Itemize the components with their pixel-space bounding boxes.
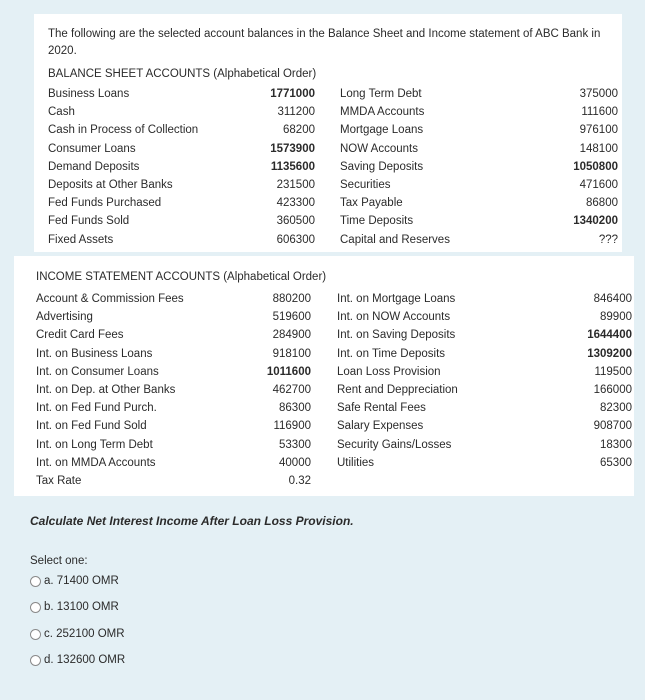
account-name: Int. on Dep. at Other Banks	[36, 384, 176, 397]
option-d-label: d. 132600 OMR	[44, 654, 126, 666]
account-name: Int. on Saving Deposits	[337, 329, 456, 342]
account-name: Credit Card Fees	[36, 329, 124, 342]
account-name: Tax Payable	[340, 197, 403, 210]
intro-text: The following are the selected account balances in the Balance Sheet and Income statement of ABC Bank in 2020.	[48, 28, 601, 57]
income-statement-title: INCOME STATEMENT ACCOUNTS (Alphabetical Order)	[36, 271, 327, 283]
account-value: 976100	[579, 124, 618, 137]
table-row	[48, 103, 618, 121]
account-name: Salary Expenses	[337, 420, 424, 433]
account-name: Int. on Fed Fund Sold	[36, 420, 147, 433]
account-name: Time Deposits	[340, 215, 414, 228]
account-name: Utilities	[337, 456, 375, 469]
question-text: Calculate Net Interest Income After Loan Loss Provision.	[30, 514, 354, 528]
account-value: 375000	[579, 88, 618, 101]
radio-c[interactable]	[30, 629, 41, 640]
account-name: Deposits at Other Banks	[48, 179, 173, 192]
account-value: 471600	[579, 179, 618, 192]
option-b-label: b. 13100 OMR	[44, 601, 119, 613]
radio-a[interactable]	[30, 576, 41, 587]
account-name: Advertising	[36, 311, 93, 324]
account-name: Business Loans	[48, 88, 130, 101]
account-value	[537, 472, 632, 490]
account-name: Consumer Loans	[48, 142, 136, 155]
account-name: Int. on Time Deposits	[337, 347, 446, 360]
account-name: MMDA Accounts	[340, 106, 425, 119]
account-value: 606300	[276, 233, 315, 246]
account-value: ???	[598, 233, 618, 246]
table-row	[48, 85, 618, 103]
account-name: Demand Deposits	[48, 160, 140, 173]
account-value: 284900	[272, 329, 311, 342]
option-c-label: c. 252100 OMR	[44, 628, 125, 640]
account-name: Loan Loss Provision	[337, 365, 441, 378]
table-row	[48, 176, 618, 194]
account-name: Cash	[48, 106, 75, 119]
account-value: 111600	[581, 106, 618, 119]
table-row	[48, 194, 618, 212]
account-value: 40000	[279, 456, 311, 469]
account-value: 86800	[586, 197, 618, 210]
account-name: Account & Commission Fees	[36, 293, 184, 306]
account-value: 148100	[579, 142, 618, 155]
account-name: Fixed Assets	[48, 233, 114, 246]
account-name: Cash in Process of Collection	[48, 124, 199, 137]
radio-d[interactable]	[30, 655, 41, 666]
account-value: 231500	[276, 179, 315, 192]
account-value: 519600	[272, 311, 311, 324]
table-row	[36, 454, 632, 472]
table-row	[48, 212, 618, 230]
account-name	[311, 472, 537, 490]
account-value: 82300	[600, 402, 632, 415]
table-row	[36, 436, 632, 454]
account-name: Capital and Reserves	[340, 233, 450, 246]
table-row	[36, 290, 632, 308]
account-value: 908700	[593, 420, 632, 433]
account-name: Security Gains/Losses	[337, 438, 452, 451]
account-name: Int. on NOW Accounts	[337, 311, 451, 324]
account-name: Int. on MMDA Accounts	[36, 456, 156, 469]
table-row	[36, 417, 632, 435]
table-row	[36, 472, 632, 490]
account-name: Int. on Consumer Loans	[36, 365, 159, 378]
account-value: 53300	[279, 438, 311, 451]
account-name: Int. on Fed Fund Purch.	[36, 402, 157, 415]
account-value: 423300	[276, 197, 315, 210]
account-value: 1309200	[587, 347, 632, 360]
account-value: 86300	[279, 402, 311, 415]
account-name: Int. on Long Term Debt	[36, 438, 153, 451]
radio-b[interactable]	[30, 602, 41, 613]
option-d[interactable]	[30, 654, 125, 666]
account-value: 65300	[600, 456, 632, 469]
option-b[interactable]	[30, 601, 119, 613]
account-name: Int. on Business Loans	[36, 347, 153, 360]
table-row	[36, 326, 632, 344]
account-value: 68200	[283, 124, 315, 137]
account-name: Int. on Mortgage Loans	[337, 293, 456, 306]
account-value: 462700	[272, 384, 311, 397]
account-name: NOW Accounts	[340, 142, 418, 155]
account-value: 1573900	[270, 142, 315, 155]
account-value: 918100	[272, 347, 311, 360]
table-row	[36, 381, 632, 399]
table-row	[36, 399, 632, 417]
account-value: 18300	[600, 438, 632, 451]
account-value: 311200	[277, 106, 315, 119]
table-row	[48, 158, 618, 176]
account-name: Tax Rate	[36, 474, 82, 487]
income-statement-table	[36, 290, 632, 490]
account-value: 1340200	[573, 215, 618, 228]
account-value: 360500	[276, 215, 315, 228]
account-value: 166000	[593, 384, 632, 397]
account-value: 1135600	[270, 160, 315, 173]
account-value: 0.32	[288, 474, 311, 487]
account-name: Securities	[340, 179, 391, 192]
option-c[interactable]	[30, 628, 125, 640]
table-row	[36, 345, 632, 363]
table-row	[48, 121, 618, 139]
account-value: 1771000	[270, 88, 315, 101]
account-name: Rent and Deppreciation	[337, 384, 458, 397]
account-name: Fed Funds Sold	[48, 215, 130, 228]
account-name: Fed Funds Purchased	[48, 197, 162, 210]
account-name: Long Term Debt	[340, 88, 422, 101]
balance-sheet-table	[48, 85, 618, 249]
account-value: 116900	[273, 420, 311, 433]
account-value: 1644400	[587, 329, 632, 342]
account-name: Safe Rental Fees	[337, 402, 426, 415]
table-row	[36, 363, 632, 381]
account-name: Saving Deposits	[340, 160, 424, 173]
account-value: 1011600	[266, 365, 311, 378]
account-value: 846400	[593, 293, 632, 306]
option-a[interactable]	[30, 575, 119, 587]
account-value: 89900	[600, 311, 632, 324]
table-row	[48, 231, 618, 249]
balance-sheet-title: BALANCE SHEET ACCOUNTS (Alphabetical Order)	[48, 68, 317, 80]
account-value: 119500	[594, 365, 632, 378]
table-row	[36, 308, 632, 326]
option-a-label: a. 71400 OMR	[44, 575, 119, 587]
select-one-label: Select one:	[30, 555, 88, 567]
account-value: 880200	[272, 293, 311, 306]
table-row	[48, 140, 618, 158]
account-value: 1050800	[573, 160, 618, 173]
account-name: Mortgage Loans	[340, 124, 424, 137]
